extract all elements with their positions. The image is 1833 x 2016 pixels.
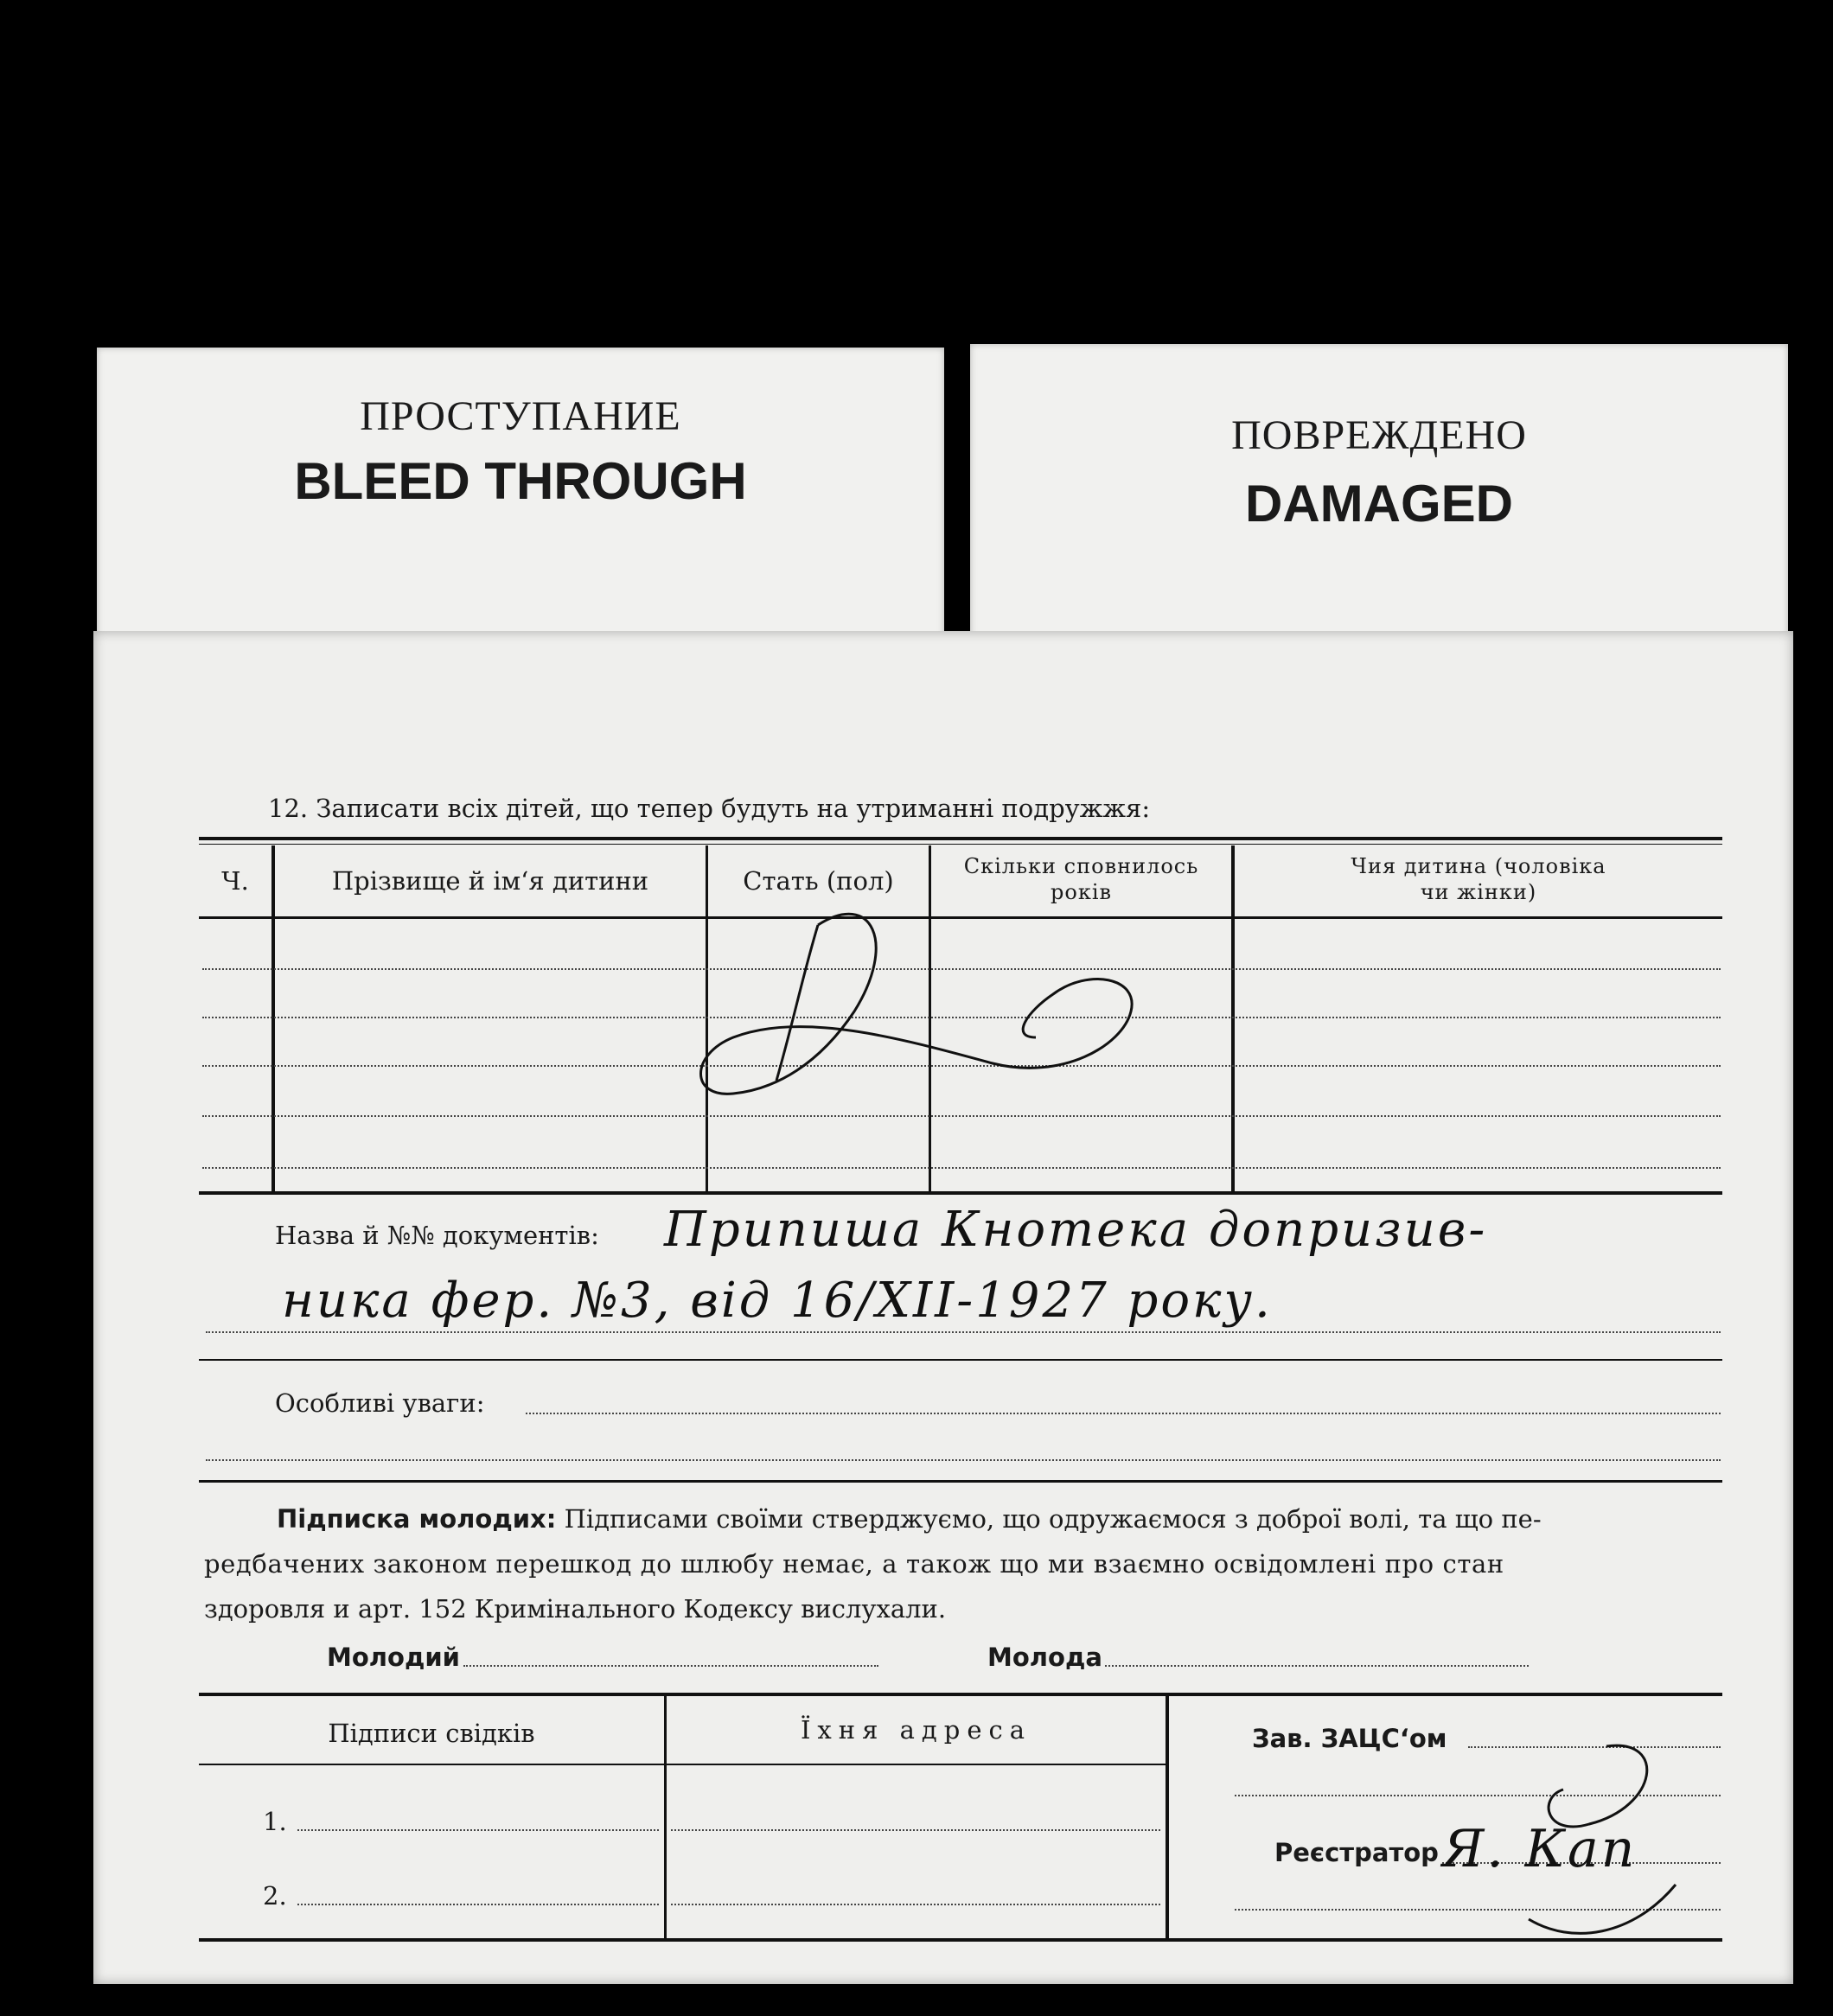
documents-rule <box>199 1359 1722 1361</box>
documents-line <box>206 1331 1721 1333</box>
address-header: Їхня адреса <box>800 1715 1032 1745</box>
witness-1-number: 1. <box>263 1807 287 1836</box>
bleed-through-label-card <box>97 348 944 647</box>
pledge-line2: редбачених законом перешкод до шлюбу немає, а також що ми взаємно освідомлені про стан <box>204 1549 1504 1579</box>
damaged-en-text: DAMAGED <box>1245 475 1513 533</box>
head-of-registry-label: Зав. ЗАЦС‘ом <box>1252 1724 1447 1753</box>
witness-1-line <box>297 1829 659 1831</box>
pledge-line3: здоровля и арт. 152 Кримінального Кодексу вислухали. <box>204 1594 947 1624</box>
section-12-title: 12. Записати всіх дітей, що тепер будуть на утриманні подружжя: <box>268 794 1151 823</box>
bleed-through-ru-text: ПРОСТУПАНИЕ <box>360 393 681 439</box>
registrar-signature: Я. Кап <box>1442 1819 1638 1879</box>
marriage-record-form <box>93 631 1793 1984</box>
bleed-through-en-text: BLEED THROUGH <box>294 452 747 510</box>
witness-2-line <box>297 1904 659 1905</box>
registrar-signature-flourish <box>1408 1729 1753 1954</box>
witness-2-number: 2. <box>263 1881 287 1911</box>
header-age-line1: Скільки сповнилось <box>963 854 1199 878</box>
remarks-label: Особливі уваги: <box>275 1388 485 1418</box>
remarks-line <box>206 1459 1721 1461</box>
header-number: Ч. <box>221 866 249 896</box>
witness-1-address-line <box>671 1829 1160 1831</box>
remarks-rule <box>199 1480 1722 1483</box>
bride-signature-line <box>1105 1665 1529 1667</box>
documents-handwritten-line1: Припиша Кнотека допризив- <box>664 1202 1488 1258</box>
header-sex: Стать (пол) <box>743 866 894 896</box>
header-whose-line1: Чия дитина (чоловіка <box>1351 854 1606 878</box>
damaged-ru-text: ПОВРЕЖДЕНО <box>1231 412 1527 458</box>
pledge-title: Підписка молодих: <box>277 1504 557 1534</box>
header-child-name: Прізвище й ім‘я дитини <box>331 866 649 896</box>
pledge-text-1: Підписами своїми стверджуємо, що одружаємося з доброї волі, та що пе- <box>564 1504 1542 1534</box>
witness-2-address-line <box>671 1904 1160 1905</box>
documents-handwritten-line2: ника фер. №3, від 16/XII-1927 року. <box>282 1273 1273 1329</box>
damaged-label-card <box>970 344 1788 647</box>
documents-label: Назва й №№ документів: <box>275 1221 599 1250</box>
witness-table-top-rule <box>199 1693 1722 1696</box>
groom-label: Молодий <box>327 1643 461 1672</box>
form-bottom-rule <box>199 1938 1722 1942</box>
witness-col-divider <box>1166 1696 1169 1938</box>
witnesses-header: Підписи свідків <box>328 1719 535 1748</box>
witness-header-rule <box>199 1764 1167 1765</box>
registrar-label: Реєстратор <box>1274 1838 1439 1867</box>
pledge-line1 <box>277 1504 1542 1534</box>
header-age-line2: років <box>1051 880 1112 904</box>
strike-out-flourish-mark <box>93 631 1793 1236</box>
remarks-line <box>526 1413 1721 1414</box>
header-whose-line2: чи жінки) <box>1420 880 1537 904</box>
groom-signature-line <box>463 1665 878 1667</box>
bride-label: Молода <box>987 1643 1102 1672</box>
